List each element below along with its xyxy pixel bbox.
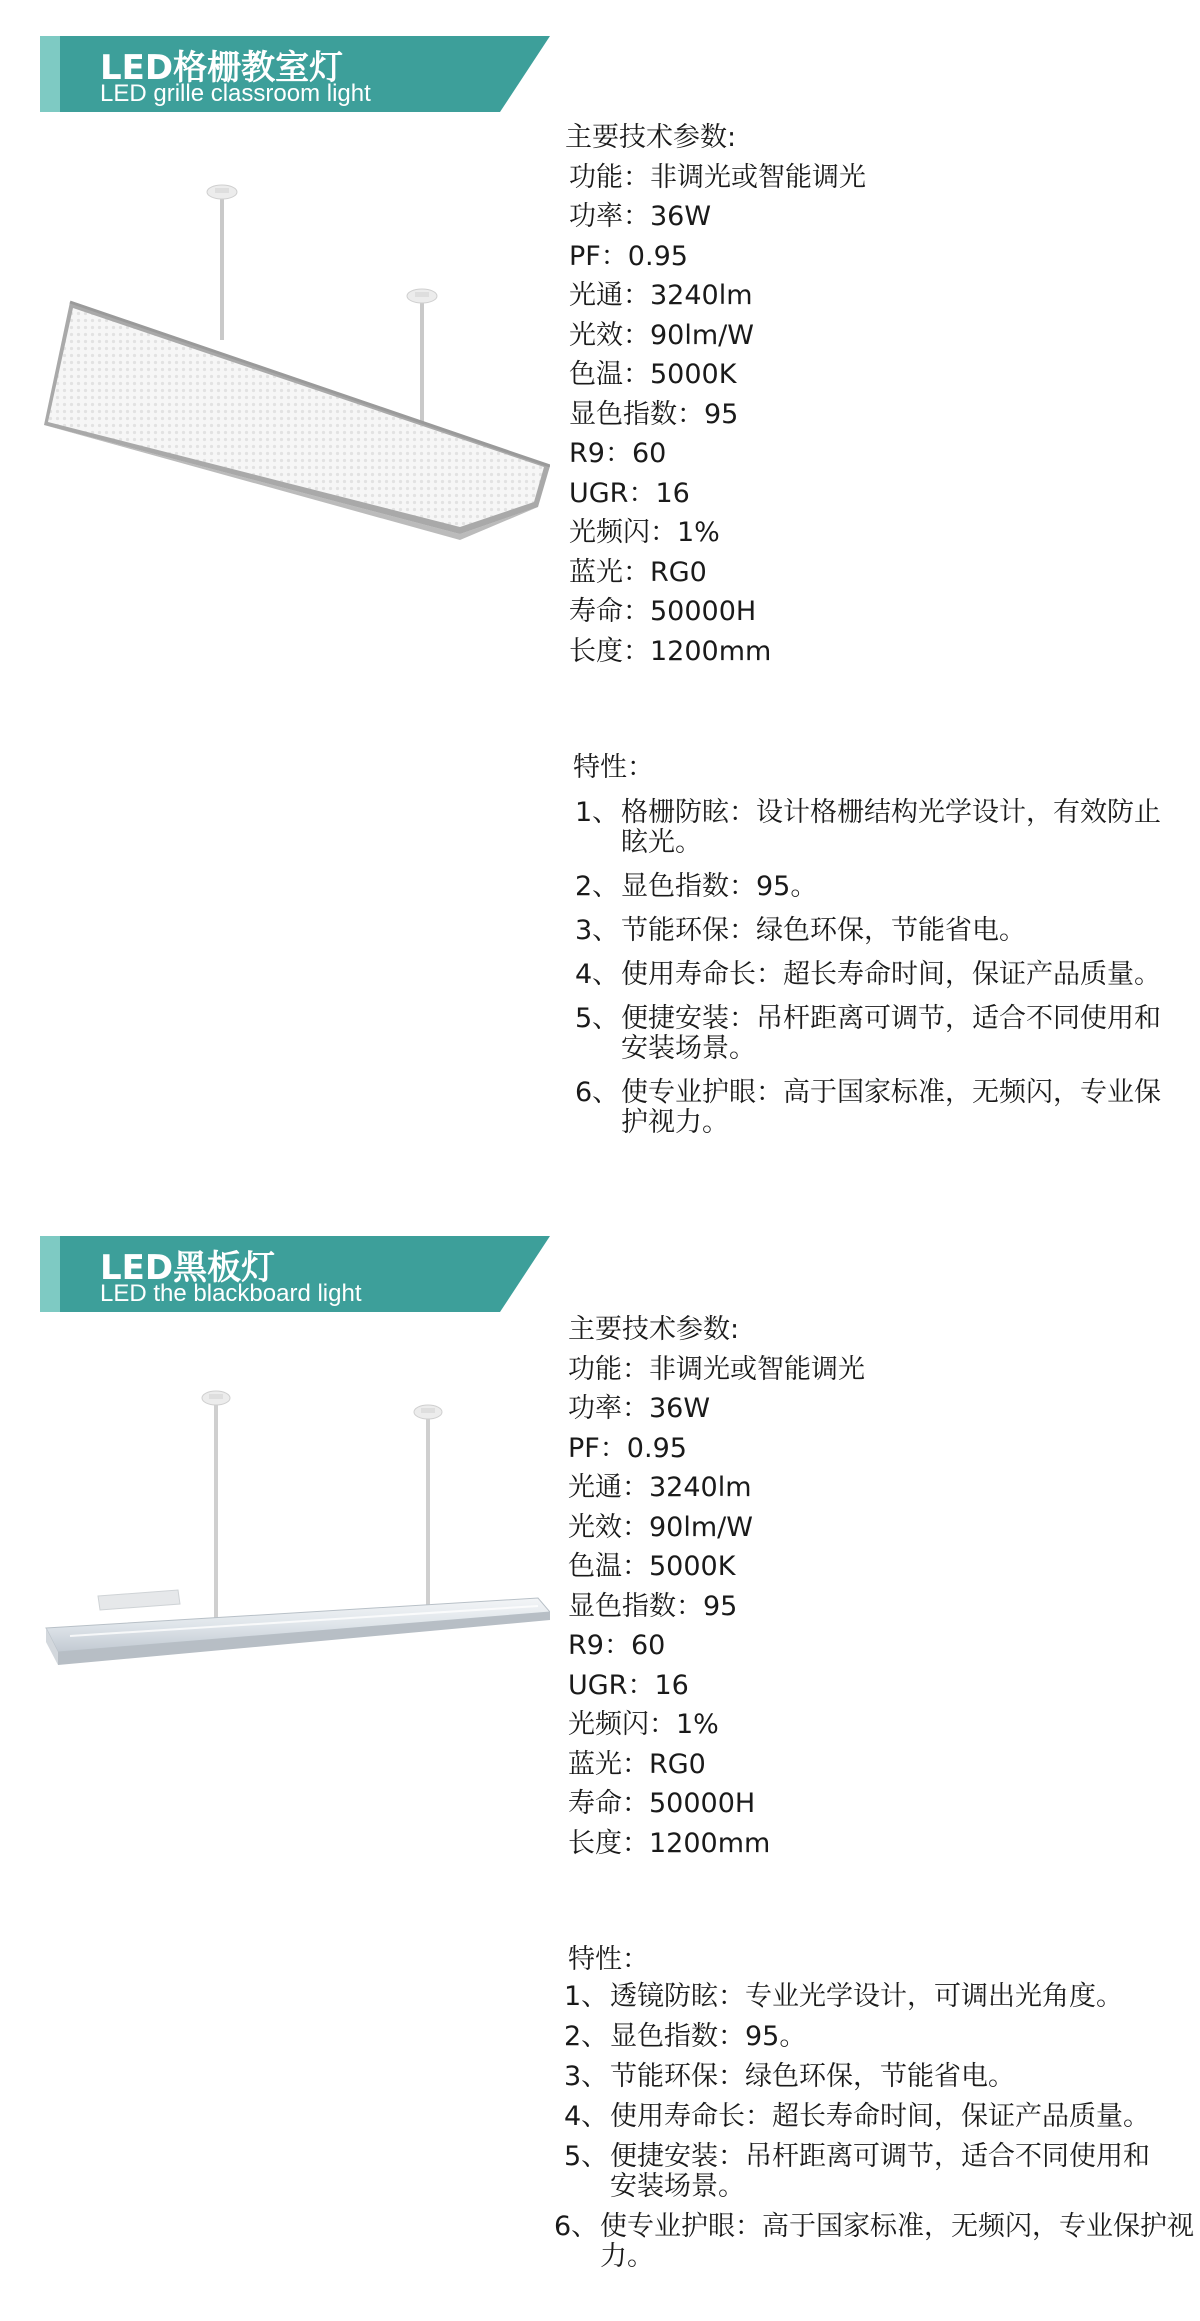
param-length: 长度：1200mm — [568, 1827, 771, 1859]
param-r9: R9：60 — [568, 1630, 666, 1661]
feature-number: 5、 — [575, 1003, 620, 1034]
feature-item — [564, 2062, 1174, 2092]
params-title: 主要技术参数: — [565, 122, 737, 153]
feature-text: 使专业护眼：高于国家标准，无频闪，专业保护视力。 — [600, 2211, 1194, 2272]
param-length: 长度：1200mm — [569, 635, 772, 667]
feature-item — [575, 1004, 1175, 1064]
param-color-temp: 色温：5000K — [568, 1551, 736, 1582]
param-function: 功能：非调光或智能调光 — [569, 161, 866, 193]
feature-item — [575, 872, 1175, 902]
feature-item — [575, 960, 1200, 990]
product-section-blackboard — [0, 1200, 1200, 2321]
feature-number: 6、 — [575, 1077, 620, 1108]
feature-number: 3、 — [575, 915, 620, 946]
feature-item — [575, 1078, 1175, 1138]
feature-text: 使用寿命长：超长寿命时间，保证产品质量。 — [610, 2101, 1150, 2132]
feature-number: 6、 — [554, 2211, 599, 2242]
features-title: 特性： — [573, 752, 654, 783]
param-cri: 显色指数：95 — [569, 398, 739, 430]
feature-number: 2、 — [564, 2021, 609, 2052]
feature-number: 1、 — [575, 797, 620, 828]
feature-number: 2、 — [575, 871, 620, 902]
feature-text: 便捷安装：吊杆距离可调节，适合不同使用和安装场景。 — [621, 1003, 1161, 1064]
feature-text: 节能环保：绿色环保，节能省电。 — [610, 2061, 1015, 2092]
param-blue-light: 蓝光：RG0 — [568, 1748, 706, 1780]
feature-item — [564, 2102, 1200, 2132]
param-cri: 显色指数：95 — [568, 1590, 738, 1622]
feature-text: 显色指数：95。 — [610, 2021, 807, 2052]
feature-number: 4、 — [575, 959, 620, 990]
section-banner — [40, 36, 550, 112]
param-efficacy: 光效：90lm/W — [568, 1511, 753, 1543]
param-flicker: 光频闪：1% — [568, 1709, 719, 1740]
feature-text: 格栅防眩：设计格栅结构光学设计，有效防止眩光。 — [621, 797, 1161, 858]
feature-text: 使专业护眼：高于国家标准，无频闪，专业保护视力。 — [621, 1077, 1161, 1138]
feature-number: 5、 — [564, 2141, 609, 2172]
param-r9: R9：60 — [569, 438, 667, 469]
feature-text: 节能环保：绿色环保，节能省电。 — [621, 915, 1026, 946]
param-function: 功能：非调光或智能调光 — [568, 1353, 865, 1385]
param-ugr: UGR：16 — [569, 477, 690, 509]
param-lifespan: 寿命：50000H — [568, 1788, 756, 1819]
grille-lamp-image — [40, 170, 550, 550]
product-title: LED格栅教室灯 — [100, 48, 344, 88]
param-blue-light: 蓝光：RG0 — [569, 556, 707, 588]
product-subtitle: LED the blackboard light — [100, 1280, 362, 1307]
feature-number: 1、 — [564, 1981, 609, 2012]
feature-text: 显色指数：95。 — [621, 871, 818, 902]
param-flicker: 光频闪：1% — [569, 517, 720, 548]
product-subtitle: LED grille classroom light — [100, 80, 371, 107]
features-list — [554, 1981, 1194, 2286]
product-title: LED黑板灯 — [100, 1248, 276, 1288]
params-title: 主要技术参数: — [568, 1314, 740, 1345]
feature-number: 3、 — [564, 2061, 609, 2092]
feature-item — [564, 2022, 1174, 2052]
param-power: 功率：36W — [569, 201, 712, 232]
param-pf: PF：0.95 — [568, 1432, 687, 1464]
params-block — [565, 118, 866, 671]
feature-number: 4、 — [564, 2101, 609, 2132]
feature-item — [575, 798, 1175, 858]
feature-item — [554, 2212, 1200, 2272]
section-banner — [40, 1236, 550, 1312]
feature-text: 使用寿命长：超长寿命时间，保证产品质量。 — [621, 959, 1161, 990]
feature-text: 便捷安装：吊杆距离可调节，适合不同使用和安装场景。 — [610, 2141, 1150, 2202]
features-title: 特性： — [568, 1944, 649, 1975]
params-block — [568, 1310, 865, 1863]
param-power: 功率：36W — [568, 1393, 711, 1424]
feature-text: 透镜防眩：专业光学设计，可调出光角度。 — [610, 1981, 1123, 2012]
param-luminous-flux: 光通：3240lm — [569, 280, 753, 311]
param-efficacy: 光效：90lm/W — [569, 319, 754, 351]
param-luminous-flux: 光通：3240lm — [568, 1472, 752, 1503]
feature-item — [564, 2142, 1174, 2202]
param-ugr: UGR：16 — [568, 1669, 689, 1701]
blackboard-lamp-image — [40, 1380, 550, 1700]
param-lifespan: 寿命：50000H — [569, 596, 757, 627]
features-list — [575, 798, 1175, 1152]
param-pf: PF：0.95 — [569, 240, 688, 272]
feature-item — [575, 916, 1175, 946]
feature-item — [564, 1982, 1174, 2012]
param-color-temp: 色温：5000K — [569, 359, 737, 390]
